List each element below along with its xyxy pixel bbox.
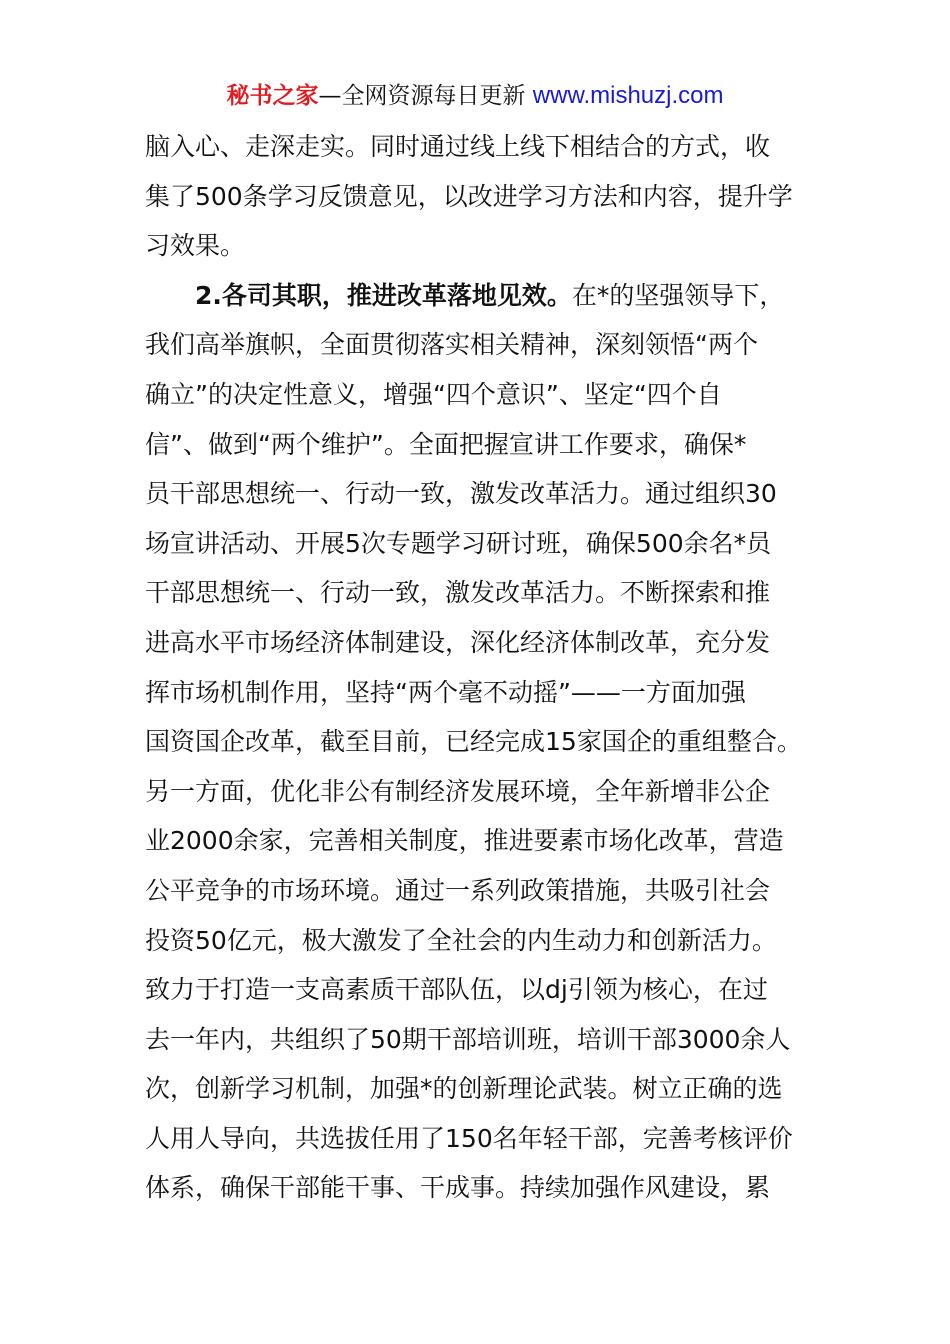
watermark-header — [0, 80, 950, 112]
site-tagline: —全网资源每日更新 — [318, 83, 526, 109]
text-line: 场宣讲活动、开展5次专题学习研讨班，确保500余名*员 — [145, 528, 772, 558]
text-line: 进高水平市场经济体制建设，深化经济体制改革，充分发 — [145, 627, 771, 657]
text-line: 致力于打造一支高素质干部队伍，以dj引领为核心，在过 — [145, 975, 768, 1005]
text-line: 国资国企改革，截至目前，已经完成15家国企的重组整合。 — [145, 727, 802, 757]
text-line: 公平竞争的市场环境。通过一系列政策措施，共吸引社会 — [145, 875, 771, 905]
text-line: 确立”的决定性意义，增强“四个意识”、坚定“四个自 — [145, 379, 722, 409]
section-2-first-line — [145, 271, 815, 321]
text-line: 集了500条学习反馈意见，以改进学习方法和内容，提升学 — [145, 181, 793, 211]
document-body — [145, 122, 815, 1213]
text-line: 次，创新学习机制，加强*的创新理论武装。树立正确的选 — [145, 1074, 783, 1104]
text-line: 去一年内，共组织了50期干部培训班，培训干部3000余人 — [145, 1024, 791, 1054]
site-brand: 秘书之家 — [226, 83, 319, 109]
section-2-lead: 在*的坚强领导下， — [571, 280, 785, 310]
text-line: 挥市场机制作用，坚持“两个毫不动摇”——一方面加强 — [145, 677, 746, 707]
text-line: 员干部思想统一、行动一致，激发改革活力。通过组织30 — [145, 479, 777, 509]
text-line: 干部思想统一、行动一致，激发改革活力。不断探索和推 — [145, 578, 771, 608]
text-line: 脑入心、走深走实。同时通过线上线下相结合的方式，收 — [145, 132, 771, 161]
text-line: 业2000余家，完善相关制度，推进要素市场化改革，营造 — [145, 826, 784, 856]
text-line: 体系，确保干部能干事、干成事。持续加强作风建设，累 — [145, 1173, 771, 1203]
site-url[interactable]: www.mishuzj.com — [532, 82, 724, 109]
text-line: 我们高举旗帜，全面贯彻落实相关精神，深刻领悟“两个 — [145, 330, 758, 360]
text-line: 人用人导向，共选拔任用了150名年轻干部，完善考核评价 — [145, 1123, 793, 1153]
text-line: 另一方面，优化非公有制经济发展环境，全年新增非公企 — [145, 776, 771, 806]
text-line: 习效果。 — [145, 231, 246, 261]
text-line: 投资50亿元，极大激发了全社会的内生动力和创新活力。 — [145, 925, 777, 955]
text-line: 信”、做到“两个维护”。全面把握宣讲工作要求，确保* — [145, 429, 747, 459]
section-2-heading: 2.各司其职，推进改革落地见效。 — [195, 280, 572, 310]
